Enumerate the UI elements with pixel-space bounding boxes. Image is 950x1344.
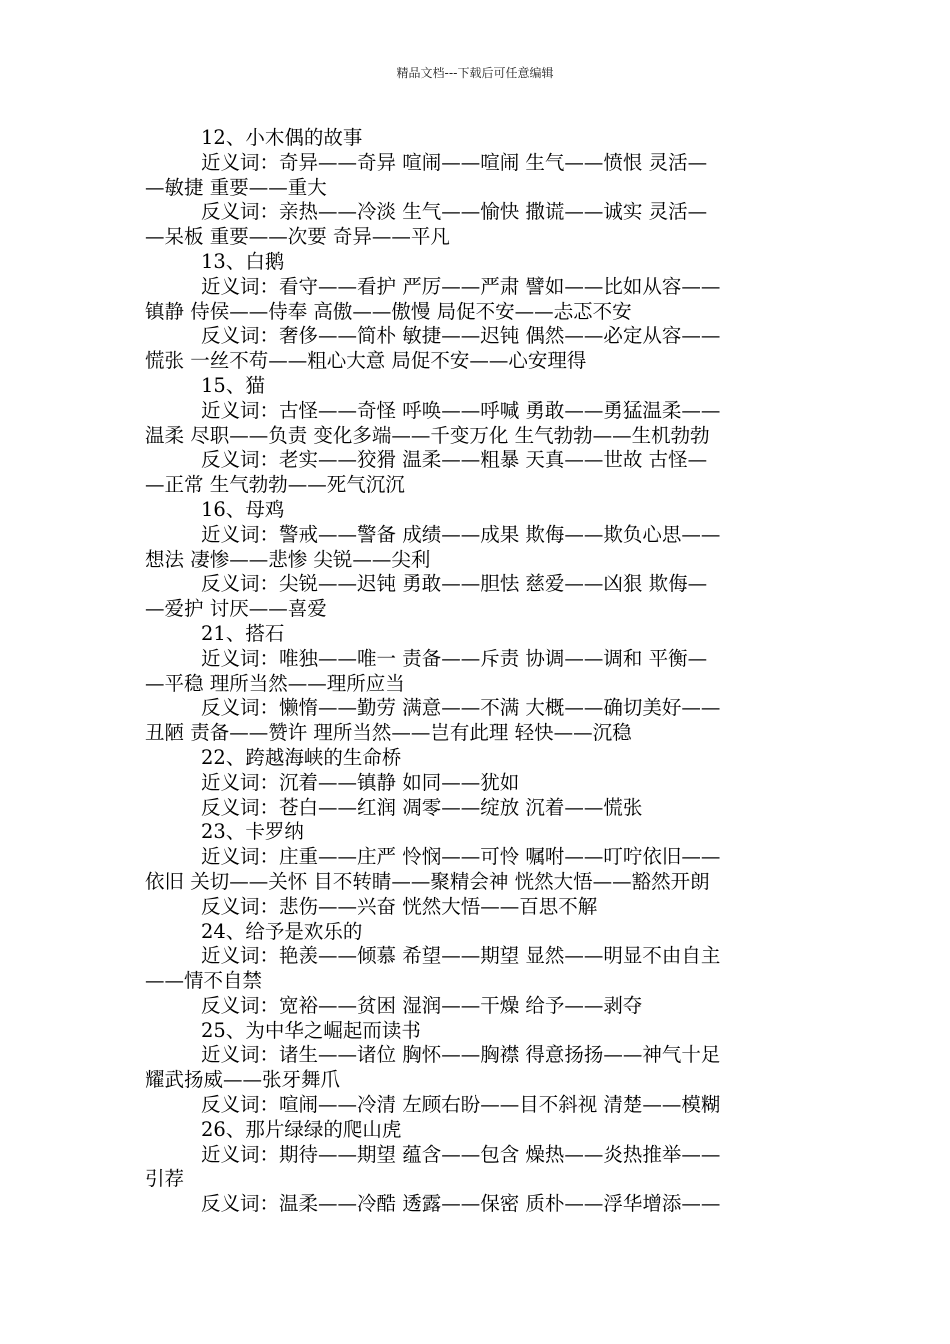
text-line: 反义词：温柔——冷酷 透露——保密 质朴——浮华增添—— [201, 1192, 721, 1216]
synonym-antonym-paragraph [145, 845, 811, 895]
text-line: 想法 凄惨——悲惨 尖锐——尖利 [145, 547, 431, 571]
text-line: 耀武扬威——张牙舞爪 [145, 1068, 341, 1092]
text-line: 反义词：懒惰——勤劳 满意——不满 大概——确切美好—— [201, 696, 721, 720]
text-line: —正常 生气勃勃——死气沉沉 [145, 473, 405, 497]
text-line: 近义词：看守——看护 严厉——严肃 譬如——比如从容—— [201, 274, 721, 298]
text-line: 温柔 尽职——负责 变化多端——千变万化 生气勃勃——生机勃勃 [145, 423, 710, 447]
synonym-antonym-paragraph [145, 796, 811, 821]
text-line: 反义词：宽裕——贫困 湿润——干燥 给予——剥夺 [201, 993, 643, 1017]
lesson-section [145, 622, 811, 746]
lesson-title: 22、跨越海峡的生命桥 [201, 745, 402, 769]
text-line: 反义词：奢侈——简朴 敏捷——迟钝 偶然——必定从容—— [201, 324, 721, 348]
text-line: 反义词：老实——狡猾 温柔——粗暴 天真——世故 古怪— [201, 448, 708, 472]
text-line: 近义词：奇异——奇异 喧闹——喧闹 生气——愤恨 灵活— [201, 150, 708, 174]
text-line: 引荐 [145, 1167, 185, 1191]
text-line: 反义词：尖锐——迟钝 勇敢——胆怯 慈爱——凶狠 欺侮— [201, 572, 708, 596]
text-line: 镇静 侍侯——侍奉 高傲——傲慢 局促不安——忐忑不安 [145, 299, 632, 323]
text-line: 慌张 一丝不苟——粗心大意 局促不安——心安理得 [145, 349, 587, 373]
synonym-antonym-paragraph [145, 572, 811, 622]
text-line: 近义词：诸生——诸位 胸怀——胸襟 得意扬扬——神气十足 [201, 1043, 721, 1067]
synonym-antonym-paragraph [145, 696, 811, 746]
text-line: 近义词：古怪——奇怪 呼唤——呼喊 勇敢——勇猛温柔—— [201, 398, 721, 422]
lesson-section [145, 374, 811, 498]
text-line: 反义词：苍白——红润 凋零——绽放 沉着——慌张 [201, 795, 643, 819]
lesson-section [145, 746, 811, 820]
text-line: 近义词：唯独——唯一 责备——斥责 协调——调和 平衡— [201, 646, 708, 670]
synonym-antonym-paragraph [145, 324, 811, 374]
text-line: —呆板 重要——次要 奇异——平凡 [145, 225, 450, 249]
lesson-title: 15、猫 [201, 373, 265, 397]
text-line: 反义词：喧闹——冷清 左顾右盼——目不斜视 清楚——模糊 [201, 1093, 721, 1117]
text-line: 丑陋 责备——赞许 理所当然——岂有此理 轻快——沉稳 [145, 721, 632, 745]
synonym-antonym-paragraph [145, 994, 811, 1019]
synonym-antonym-paragraph [145, 1043, 811, 1093]
lesson-section [145, 126, 811, 250]
text-line: 近义词：艳羡——倾慕 希望——期望 显然——明显不由自主 [201, 944, 721, 968]
text-line: —爱护 讨厌——喜爱 [145, 597, 327, 621]
synonym-antonym-paragraph [145, 275, 811, 325]
lesson-section [145, 250, 811, 374]
text-line: —敏捷 重要——重大 [145, 175, 327, 199]
lesson-section [145, 820, 811, 919]
lesson-title: 25、为中华之崛起而读书 [201, 1018, 421, 1042]
synonym-antonym-paragraph [145, 1192, 811, 1217]
lesson-title: 16、母鸡 [201, 497, 285, 521]
text-line: 依旧 关切——关怀 目不转睛——聚精会神 恍然大悟——豁然开朗 [145, 869, 710, 893]
lesson-section [145, 1019, 811, 1118]
document-body [145, 126, 811, 1217]
lesson-title: 21、搭石 [201, 621, 285, 645]
synonym-antonym-paragraph [145, 399, 811, 449]
synonym-antonym-paragraph [145, 151, 811, 201]
synonym-antonym-paragraph [145, 895, 811, 920]
synonym-antonym-paragraph [145, 771, 811, 796]
text-line: —平稳 理所当然——理所应当 [145, 671, 405, 695]
text-line: 近义词：警戒——警备 成绩——成果 欺侮——欺负心思—— [201, 522, 721, 546]
text-line: 近义词：庄重——庄严 怜悯——可怜 嘱咐——叮咛依旧—— [201, 845, 721, 869]
synonym-antonym-paragraph [145, 1093, 811, 1118]
synonym-antonym-paragraph [145, 944, 811, 994]
lesson-title: 24、给予是欢乐的 [201, 919, 363, 943]
synonym-antonym-paragraph [145, 448, 811, 498]
lesson-title: 13、白鹅 [201, 249, 285, 273]
lesson-section [145, 498, 811, 622]
text-line: 近义词：沉着——镇静 如同——犹如 [201, 770, 520, 794]
synonym-antonym-paragraph [145, 523, 811, 573]
lesson-title: 12、小木偶的故事 [201, 126, 363, 149]
lesson-title: 23、卡罗纳 [201, 820, 304, 844]
text-line: ——情不自禁 [145, 969, 263, 993]
text-line: 近义词：期待——期望 蕴含——包含 燥热——炎热推举—— [201, 1142, 721, 1166]
lesson-section [145, 1118, 811, 1217]
lesson-section [145, 920, 811, 1019]
page-header: 精品文档---下载后可任意编辑 [396, 66, 554, 80]
synonym-antonym-paragraph [145, 647, 811, 697]
lesson-title: 26、那片绿绿的爬山虎 [201, 1117, 402, 1141]
synonym-antonym-paragraph [145, 1143, 811, 1193]
synonym-antonym-paragraph [145, 200, 811, 250]
text-line: 反义词：亲热——冷淡 生气——愉快 撒谎——诚实 灵活— [201, 200, 708, 224]
text-line: 反义词：悲伤——兴奋 恍然大悟——百思不解 [201, 894, 598, 918]
